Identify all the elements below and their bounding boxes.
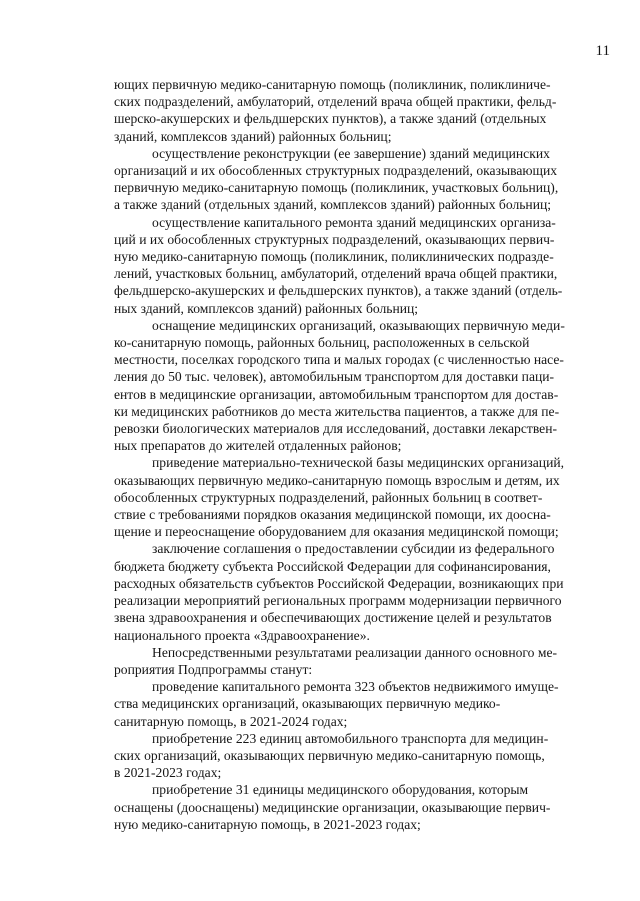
paragraph: Непосредственными результатами реализации данного основного ме- роприятия Подпрограммы станут: xyxy=(114,644,558,677)
paragraph: заключение соглашения о предоставлении субсидии из федерального бюджета бюджету субъекта Российской Федерации для софинансирования, расходных обязательств субъектов Российской Федерации, возникающих при реализации мероприятий региональных программ модернизации первичного звена здравоохранения и обеспечивающих достижение целей и результатов национального проекта «Здравоохранение». xyxy=(114,541,564,643)
paragraph: проведение капитального ремонта 323 объектов недвижимого имуще- ства медицинских организаций, оказывающих первичную медико- санитарную помощь, в 2021-2024 годах; xyxy=(114,679,559,729)
paragraph: приведение материально-технической базы медицинских организаций, оказывающих первичную медико-санитарную помощь взрослым и детям, их обособленных структурных подразделений, районных больниц в соответ- ствие с требованиями порядков оказания медицинской помощи, их доосна- щение и переоснащение оборудованием для оказания медицинской помощи; xyxy=(114,455,565,540)
paragraph: приобретение 31 единицы медицинского оборудования, которым оснащены (дооснащены) медицинские организации, оказывающие первич- ную медико-санитарную помощь, в 2021-2023 годах; xyxy=(114,782,551,832)
paragraph: приобретение 223 единиц автомобильного транспорта для медицин- ских организаций, оказывающих первичную медико-санитарную помощь, в 2021-2023 годах; xyxy=(114,730,549,781)
body-text xyxy=(114,76,608,833)
page-number: 11 xyxy=(595,43,610,59)
paragraph: осуществление капитального ремонта зданий медицинских организа- ций и их обособленных структурных подразделений, оказывающих первич- ную медико-санитарную помощь (поликлиник, поликлинических подразде- лений, участковых больниц, амбулаторий, отделений врача общей практики, фельдшерско-акушерских и фельдшерских пунктов), а также зданий (отдель- ных зданий, комплексов зданий) районных больниц; xyxy=(114,214,563,316)
paragraph: оснащение медицинских организаций, оказывающих первичную меди- ко-санитарную помощь, районных больниц, расположенных в сельской местности, поселках городского типа и малых городах (с численностью насе- ления до 50 тыс. человек), автомобильным транспортом для доставки паци- ентов в медицинские организации, автомобильным транспортом для достав- ки медицинских работников до места жительства пациентов, а также для пе- ревозки биологических материалов для исследований, доставки лекарствен- ных препаратов до жителей отдаленных районов; xyxy=(114,317,565,454)
paragraph: осуществление реконструкции (ее завершение) зданий медицинских организаций и их обособленных структурных подразделений, оказывающих первичную медико-санитарную помощь (поликлиник, участковых больниц), а также зданий (отдельных зданий, комплексов зданий) районных больниц; xyxy=(114,145,559,213)
paragraph: ющих первичную медико-санитарную помощь (поликлиник, поликлиниче- ских подразделений, амбулаторий, отделений врача общей практики, фельд- шерско-акушерских и фельдшерских пунктов), а также зданий (отдельных зданий, комплексов зданий) районных больниц; xyxy=(114,77,557,144)
